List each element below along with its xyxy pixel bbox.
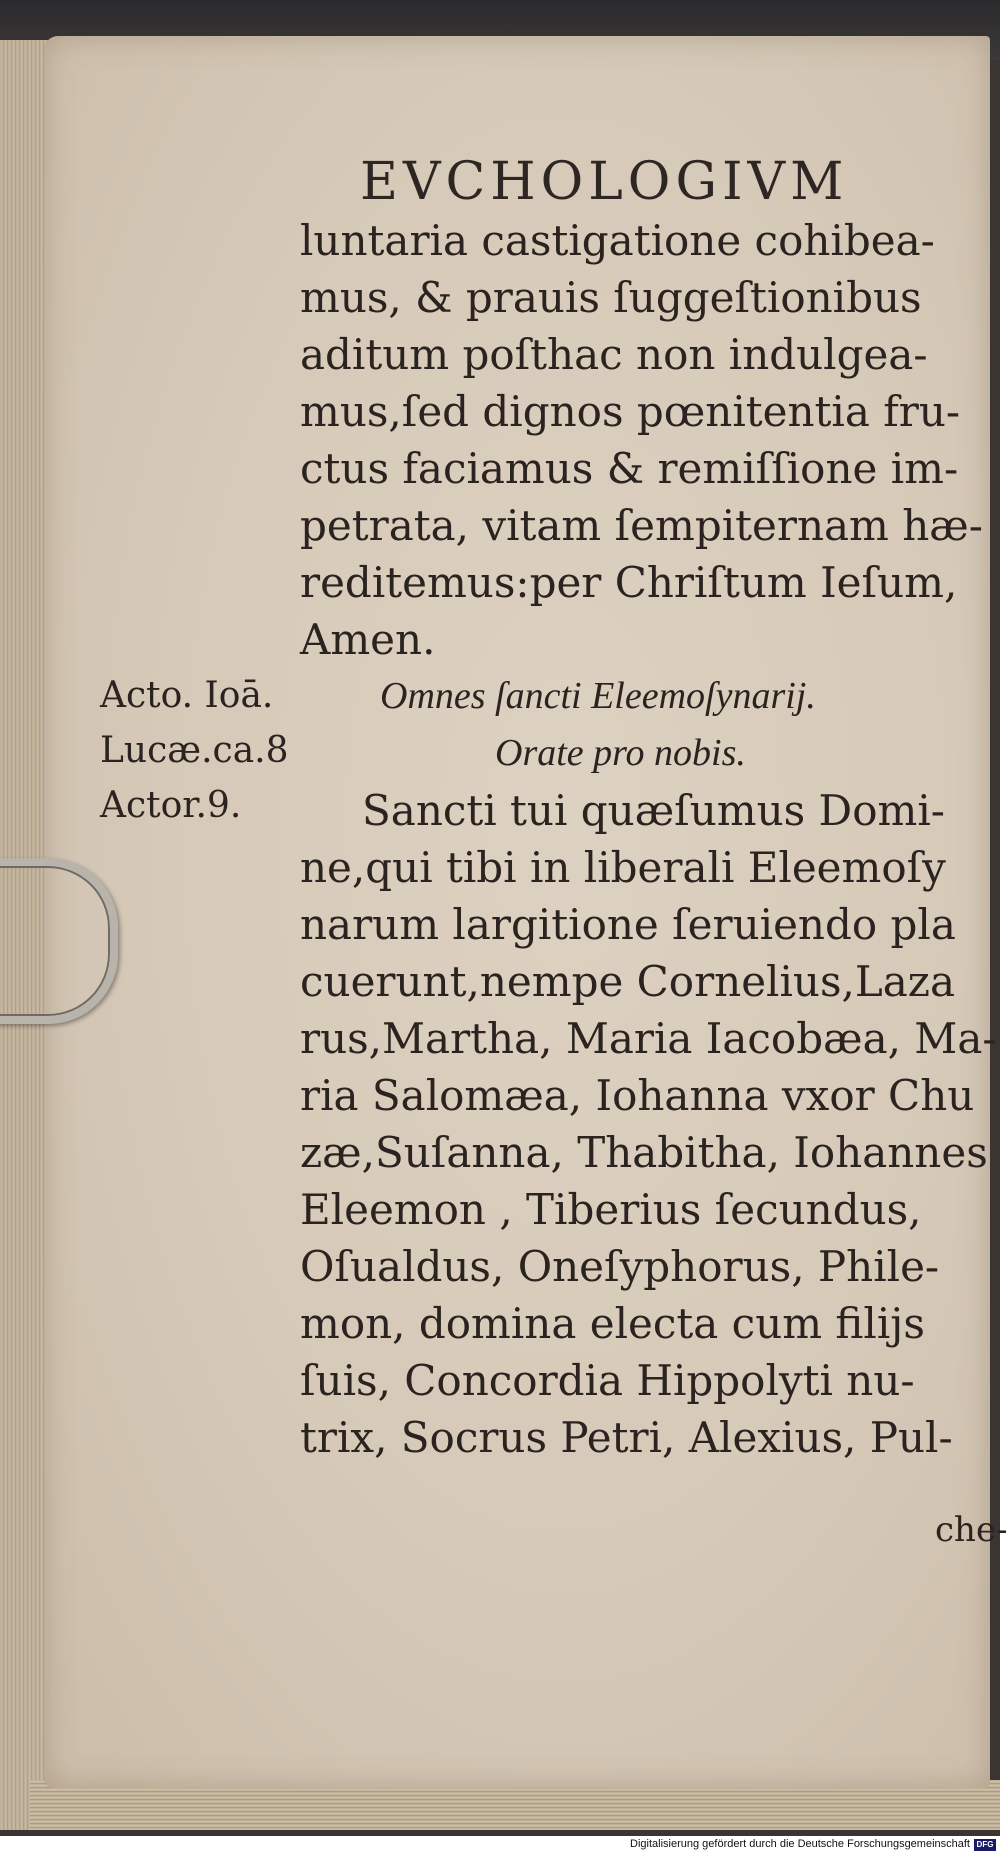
- litany-response: Orate pro nobis.: [495, 732, 746, 774]
- running-head: EVCHOLOGIVM: [360, 152, 849, 212]
- dfg-logo-icon: DFG: [974, 1839, 996, 1851]
- text-line: reditemus:per Chriſtum Ieſum,: [300, 558, 958, 607]
- main-text-block: [300, 212, 997, 1466]
- text-line: luntaria castigatione cohibea-: [300, 216, 935, 265]
- catchword: che-: [935, 1510, 1008, 1550]
- text-line: ctus faciamus & remiſſione im-: [300, 444, 959, 493]
- marginal-note: Acto. Ioā.: [100, 675, 274, 716]
- text-line: ſuis, Concordia Hippolyti nu-: [300, 1356, 915, 1405]
- paper-clip-icon: [0, 858, 118, 1024]
- text-line: Eleemon , Tiberius ſecundus,: [300, 1185, 922, 1234]
- text-line: mus, & prauis ſuggeſtionibus: [300, 273, 922, 322]
- text-line: mon, domina electa cum filijs: [300, 1299, 925, 1348]
- text-line: aditum poſthac non indulgea-: [300, 330, 928, 379]
- text-line: Oſualdus, Oneſyphorus, Phile-: [300, 1242, 940, 1291]
- text-line: ne,qui tibi in liberali Eleemoſy: [300, 843, 946, 892]
- text-line: cuerunt,nempe Cornelius,Laza: [300, 957, 955, 1006]
- funding-credit: Digitalisierung gefördert durch die Deutsche Forschungsgemeinschaft: [630, 1838, 970, 1850]
- text-line: mus,ſed dignos pœnitentia fru-: [300, 387, 961, 436]
- text-line: ria Salomæa, Iohanna vxor Chu: [300, 1071, 975, 1120]
- text-line: narum largitione ſeruiendo pla: [300, 900, 956, 949]
- text-line: Sancti tui quæſumus Domi-: [362, 786, 945, 835]
- text-line: Amen.: [300, 615, 436, 664]
- text-line: rus,Martha, Maria Iacobæa, Ma-: [300, 1014, 997, 1063]
- marginal-note: Lucæ.ca.8: [100, 730, 289, 771]
- marginal-note: Actor.9.: [100, 785, 242, 826]
- text-line: zæ,Suſanna, Thabitha, Iohannes: [300, 1128, 988, 1177]
- text-line: trix, Socrus Petri, Alexius, Pul-: [300, 1413, 953, 1462]
- litany-invocation: Omnes ſancti Eleemoſynarij.: [380, 675, 816, 717]
- text-line: petrata, vitam ſempiternam hæ-: [300, 501, 983, 550]
- marginal-notes: [100, 668, 289, 833]
